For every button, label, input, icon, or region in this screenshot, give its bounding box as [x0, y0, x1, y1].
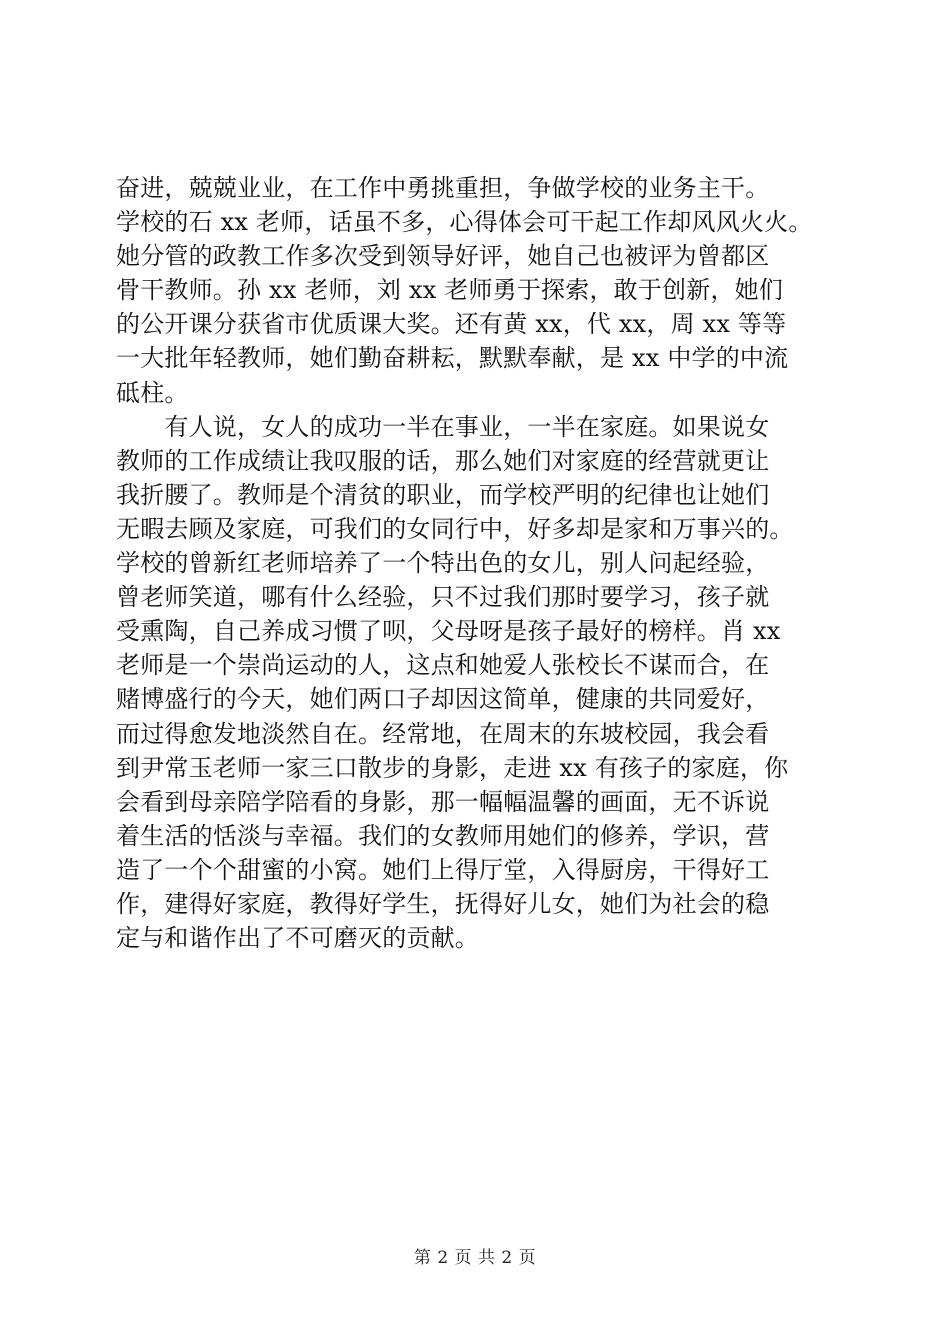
text-line: 学校的石 xx 老师，话虽不多，心得体会可干起工作却风风火火。	[116, 208, 813, 237]
text-line: 学校的曾新红老师培养了一个特出色的女儿，别人问起经验，	[116, 549, 770, 578]
text-line: 而过得愈发地淡然自在。经常地，在周末的东坡校园，我会看	[116, 719, 770, 748]
text-line: 她分管的政教工作多次受到领导好评，她自己也被评为曾都区	[116, 242, 770, 271]
body-text	[116, 171, 856, 955]
text-line: 砥柱。	[116, 378, 189, 407]
text-line: 我折腰了。教师是个清贫的职业，而学校严明的纪律也让她们	[116, 480, 770, 509]
text-line: 老师是一个崇尚运动的人，这点和她爱人张校长不谋而合，在	[116, 651, 770, 680]
text-line: 曾老师笑道，哪有什么经验，只不过我们那时要学习，孩子就	[116, 583, 770, 612]
text-line: 有人说，女人的成功一半在事业，一半在家庭。如果说女	[116, 412, 770, 441]
text-line: 定与和谐作出了不可磨灭的贡献。	[116, 924, 479, 953]
text-line: 骨干教师。孙 xx 老师，刘 xx 老师勇于探索，敢于创新，她们	[116, 276, 784, 305]
text-line: 会看到母亲陪学陪看的身影，那一幅幅温馨的画面，无不诉说	[116, 787, 770, 816]
text-line: 教师的工作成绩让我叹服的话，那么她们对家庭的经营就更让	[116, 446, 770, 475]
text-line: 奋进，兢兢业业，在工作中勇挑重担，争做学校的业务主干。	[116, 174, 770, 202]
text-line: 一大批年轻教师，她们勤奋耕耘，默默奉献，是 xx 中学的中流	[116, 344, 789, 373]
text-line: 赌博盛行的今天，她们两口子却因这简单，健康的共同爱好，	[116, 685, 770, 714]
text-line: 无暇去顾及家庭，可我们的女同行中，好多却是家和万事兴的。	[116, 514, 794, 543]
text-line: 到尹常玉老师一家三口散步的身影，走进 xx 有孩子的家庭，你	[116, 753, 789, 782]
text-line: 的公开课分获省市优质课大奖。还有黄 xx，代 xx，周 xx 等等	[116, 310, 787, 339]
text-line: 造了一个个甜蜜的小窝。她们上得厅堂，入得厨房，干得好工	[116, 855, 770, 884]
text-line: 着生活的恬淡与幸福。我们的女教师用她们的修养，学识，营	[116, 821, 770, 850]
page-number-footer: 第 2 页 共 2 页	[413, 1248, 537, 1268]
text-line: 作，建得好家庭，教得好学生，抚得好儿女，她们为社会的稳	[116, 889, 770, 918]
text-line: 受熏陶，自己养成习惯了呗，父母呀是孩子最好的榜样。肖 xx	[116, 617, 781, 646]
